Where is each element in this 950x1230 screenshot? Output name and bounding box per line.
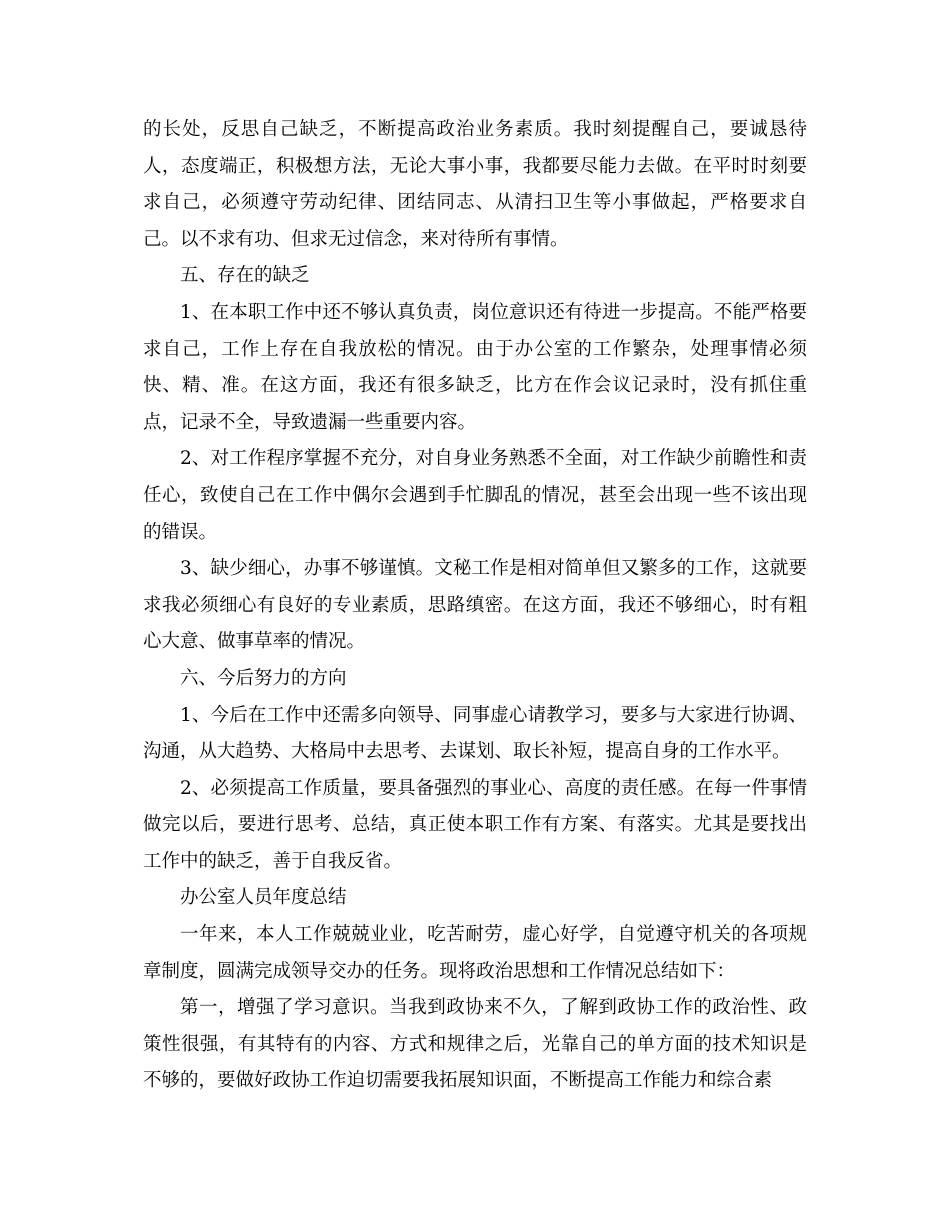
paragraph-shortcoming-3: 3、缺少细心，办事不够谨慎。文秘工作是相对简单但又繁多的工作，这就要求我必须细心有良好的专业素质，思路缜密。在这方面，我还不够细心，时有粗心大意、做事草率的情况。 bbox=[143, 558, 807, 653]
section-heading-annual-summary: 办公室人员年度总结 bbox=[180, 887, 347, 909]
paragraph-summary-first: 第一，增强了学习意识。当我到政协来不久，了解到政协工作的政治性、政策性很强，有其特有的内容、方式和规律之后，光靠自己的单方面的技术知识是不够的，要做好政协工作迫切需要我拓展知识面，不断提高工作能力和综合素 bbox=[143, 997, 807, 1092]
paragraph-continuation: 的长处，反思自己缺乏，不断提高政治业务素质。我时刻提醒自己，要诚恳待人，态度端正，积极想方法，无论大事小事，我都要尽能力去做。在平时时刻要求自己，必须遵守劳动纪律、团结同志、从清扫卫生等小事做起，严格要求自己。以不求有功、但求无过信念，来对待所有事情。 bbox=[143, 119, 807, 250]
document-body bbox=[143, 112, 807, 1100]
paragraph-summary-intro: 一年来，本人工作兢兢业业，吃苦耐劳，虚心好学，自觉遵守机关的各项规章制度，圆满完成领导交办的任务。现将政治思想和工作情况总结如下： bbox=[143, 924, 807, 982]
paragraph-shortcoming-2: 2、对工作程序掌握不充分，对自身业务熟悉不全面，对工作缺少前瞻性和责任心，致使自己在工作中偶尔会遇到手忙脚乱的情况，甚至会出现一些不该出现的错误。 bbox=[143, 448, 807, 543]
section-heading-future-direction: 六、今后努力的方向 bbox=[180, 667, 347, 689]
paragraph-direction-2: 2、必须提高工作质量，要具备强烈的事业心、高度的责任感。在每一件事情做完以后，要进行思考、总结，真正使本职工作有方案、有落实。尤其是要找出工作中的缺乏，善于自我反省。 bbox=[143, 777, 807, 872]
paragraph-direction-1: 1、今后在工作中还需多向领导、同事虚心请教学习，要多与大家进行协调、沟通，从大趋势、大格局中去思考、去谋划、取长补短，提高自身的工作水平。 bbox=[143, 704, 807, 763]
section-heading-shortcomings: 五、存在的缺乏 bbox=[180, 265, 310, 287]
paragraph-shortcoming-1: 1、在本职工作中还不够认真负责，岗位意识还有待进一步提高。不能严格要求自己，工作上存在自我放松的情况。由于办公室的工作繁杂，处理事情必须快、精、准。在这方面，我还有很多缺乏，比方在作会议记录时，没有抓住重点，记录不全，导致遗漏一些重要内容。 bbox=[143, 301, 807, 433]
